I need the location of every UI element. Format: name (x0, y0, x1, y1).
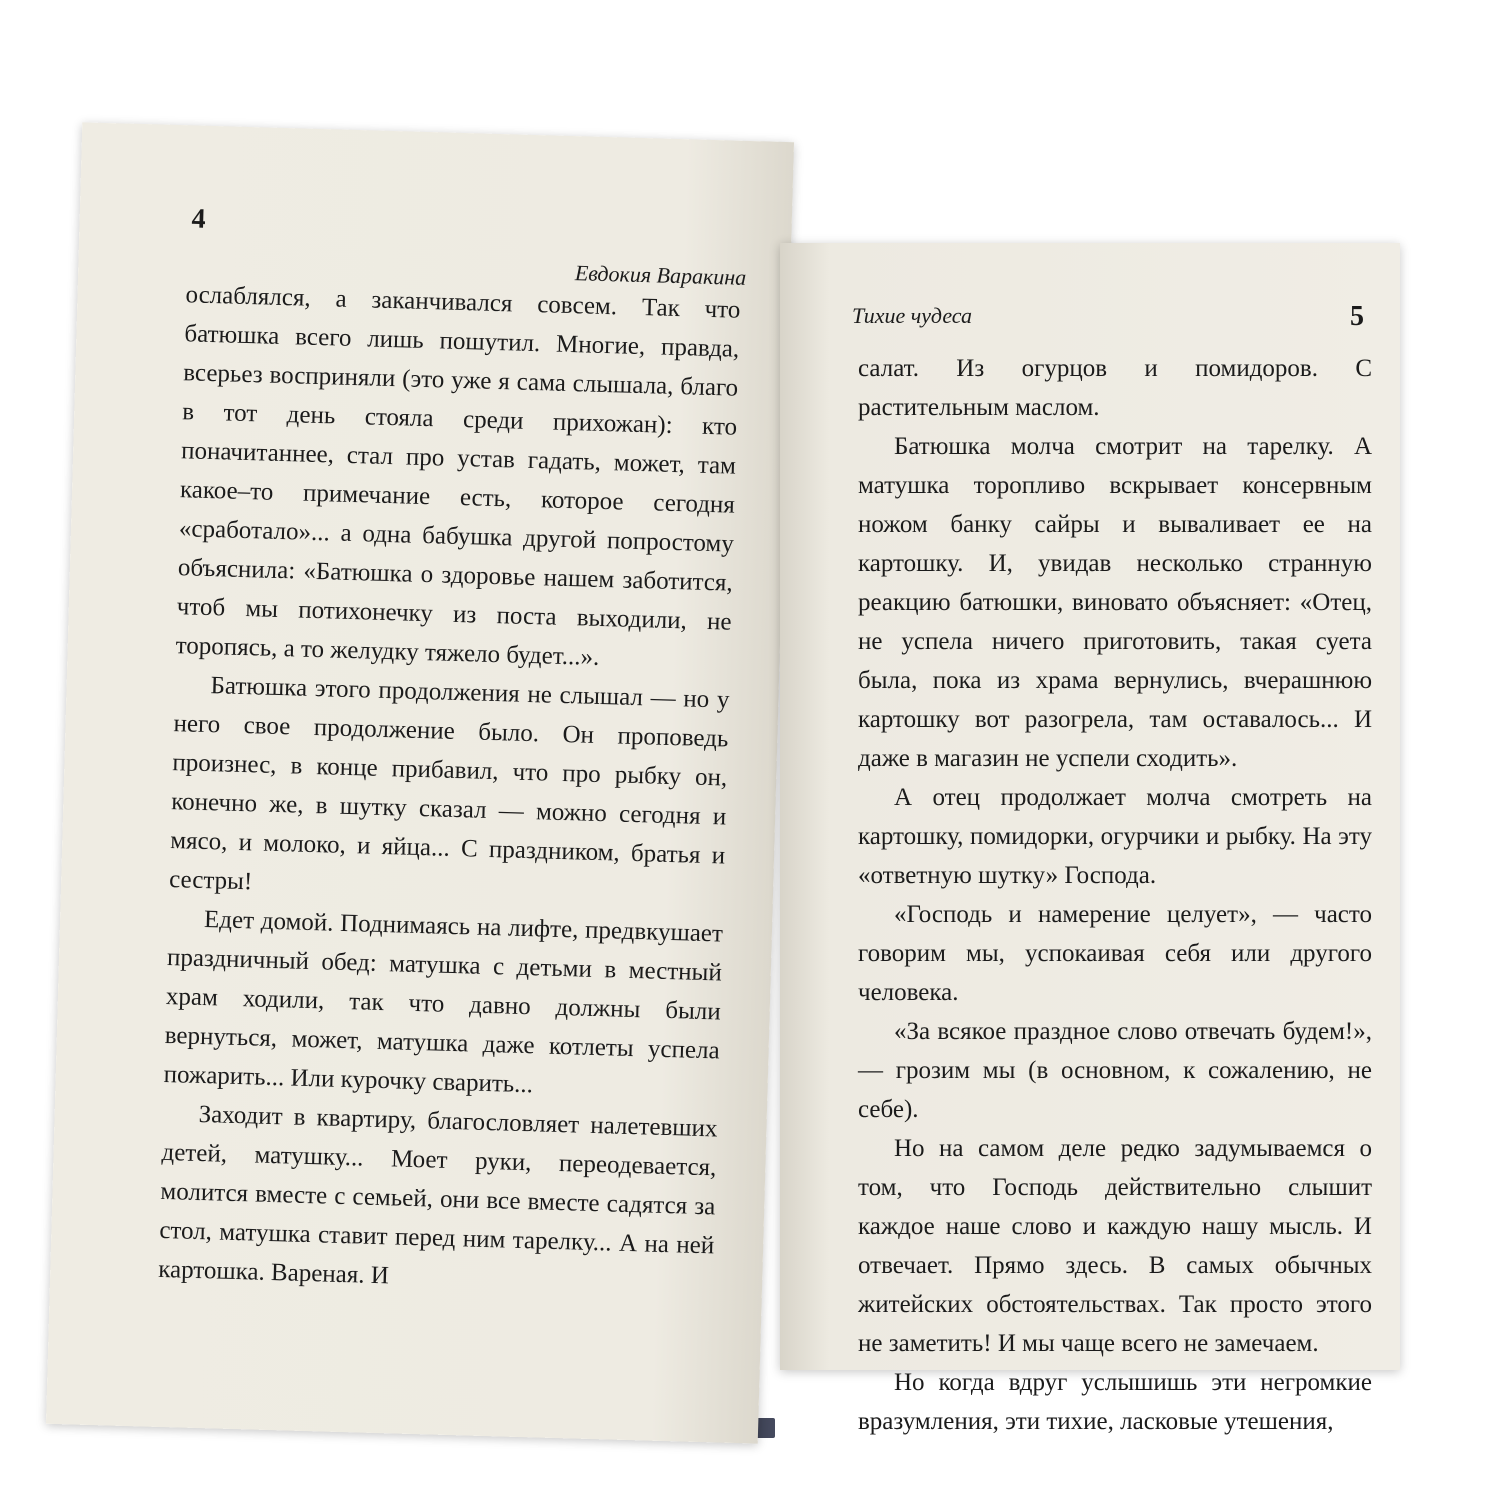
left-page (46, 122, 794, 1443)
paragraph: Батюшка молча смотрит на тарелку. А матушка торопливо вскрывает консервным ножом банку сайры и вываливает ее на картошку. И, увидав несколько странную реакцию батюшки, виновато объясняет: «Отец, не успела ничего приготовить, такая суета была, пока из храма вернулись, вчерашнюю картошку вот разогрела, там оставалось... И даже в магазин не успели сходить». (858, 433, 1372, 772)
paragraph: Но на самом деле редко задумываемся о том, что Господь действительно слышит каждое наше слово и каждую нашу мысль. И отвечает. Прямо здесь. В самых обычных житейских обстоятельствах. Так просто этого не заметить! И мы чаще всего не замечаем. (858, 1135, 1372, 1357)
paragraph: Но когда вдруг услышишь эти негромкие вразумления, эти тихие, ласковые утешения, (858, 1369, 1372, 1435)
paragraph: Батюшка этого продолжения не слышал — но у него свое продолжение было. Он проповедь произнес, в конце прибавил, что про рыбку он, конечно же, в шутку сказал — можно сегодня и мясо, и молоко, и яйца... С праздником, братья и сестры! (168, 672, 730, 896)
paragraph: Едет домой. Поднимаясь на лифте, предвкушает праздничный обед: матушка с детьми в местный храм ходили, так что давно должны были вернуться, может, матушка даже котлеты успела пожарить... Или курочку сварить... (163, 906, 724, 1099)
page-number: 5 (1350, 301, 1364, 332)
paragraph: салат. Из огурцов и помидоров. С растительным маслом. (858, 355, 1372, 421)
page-number: 4 (191, 203, 207, 235)
paragraph: Заходит в квартиру, благословляет налетевших детей, матушку... Моет руки, переодевается, молится вместе с семьей, они все вместе садятся за стол, матушка ставит перед ним тарелку... А на ней картошка. Вареная. И (157, 1100, 718, 1290)
right-page-text (858, 349, 1372, 1441)
running-head-title: Тихие чудеса (852, 303, 973, 328)
paragraph: А отец продолжает молча смотреть на картошку, помидорки, огурчики и рыбку. На эту «ответную шутку» Господа. (858, 784, 1372, 889)
paragraph: «Господь и намерение целует», — часто говорим мы, успокаивая себя или другого человека. (858, 901, 1372, 1006)
paragraph: ослаблялся, а заканчивался совсем. Так что батюшка всего лишь пошутил. Многие, правда, всерьез восприняли (это уже я сама слышала, благо в тот день стояла среди прихожан): кто поначитаннее, стал про устав гадать, может, там какое–то примечание есть, которое сегодня «сработало»... а одна бабушка другой попростому объяснила: «Батюшка о здоровье нашем заботится, чтоб мы потихонечку из поста выходили, не торопясь, а то желудку тяжело будет...». (175, 281, 741, 671)
right-page (780, 243, 1400, 1435)
paragraph: «За всякое праздное слово отвечать будем!», — грозим мы (в основном, к сожалению, не себе). (858, 1018, 1372, 1123)
left-page-text (158, 275, 741, 1304)
running-head-author: Евдокия Варакина (574, 260, 747, 290)
